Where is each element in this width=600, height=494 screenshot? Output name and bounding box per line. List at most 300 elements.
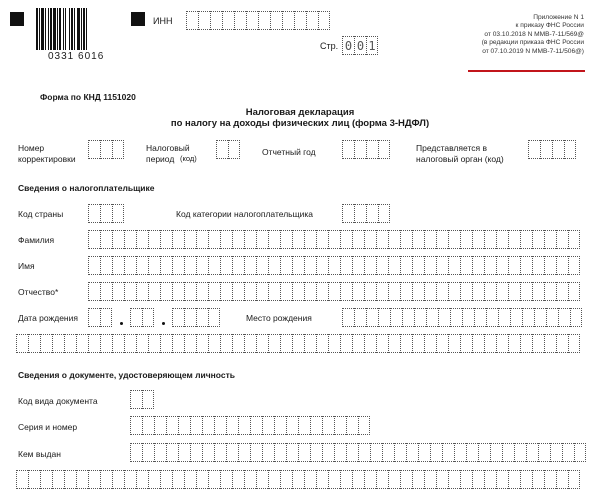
input-cell[interactable] (388, 256, 400, 275)
input-cell[interactable] (364, 230, 376, 249)
input-cell[interactable] (354, 308, 366, 327)
input-cell[interactable] (178, 443, 190, 462)
name-field[interactable] (88, 256, 580, 275)
input-cell[interactable] (532, 334, 544, 353)
reporting-year-field[interactable] (342, 140, 390, 159)
input-cell[interactable] (262, 416, 274, 435)
input-cell[interactable] (208, 334, 220, 353)
input-cell[interactable] (76, 470, 88, 489)
input-cell[interactable] (466, 443, 478, 462)
input-cell[interactable] (226, 443, 238, 462)
input-cell[interactable] (412, 282, 424, 301)
birth-month-field[interactable] (130, 308, 154, 327)
input-cell[interactable] (390, 308, 402, 327)
input-cell[interactable] (124, 230, 136, 249)
input-cell[interactable] (124, 334, 136, 353)
input-cell[interactable] (124, 470, 136, 489)
birth-year-field[interactable] (172, 308, 220, 327)
input-cell[interactable] (400, 256, 412, 275)
input-cell[interactable] (462, 308, 474, 327)
input-cell[interactable] (220, 230, 232, 249)
issued-by-field-1[interactable] (130, 443, 586, 462)
input-cell[interactable] (304, 230, 316, 249)
input-cell[interactable] (366, 140, 378, 159)
input-cell[interactable] (522, 308, 534, 327)
input-cell[interactable] (256, 256, 268, 275)
input-cell[interactable] (450, 308, 462, 327)
input-cell[interactable] (448, 282, 460, 301)
input-cell[interactable] (244, 470, 256, 489)
input-cell[interactable] (352, 470, 364, 489)
input-cell[interactable] (508, 230, 520, 249)
input-cell[interactable] (424, 230, 436, 249)
input-cell[interactable] (534, 308, 546, 327)
input-cell[interactable] (234, 11, 246, 30)
input-cell[interactable] (544, 282, 556, 301)
input-cell[interactable] (364, 334, 376, 353)
input-cell[interactable] (460, 230, 472, 249)
input-cell[interactable] (418, 443, 430, 462)
input-cell[interactable] (310, 416, 322, 435)
surname-field[interactable] (88, 230, 580, 249)
input-cell[interactable] (220, 256, 232, 275)
input-cell[interactable] (342, 204, 354, 223)
input-cell[interactable] (448, 334, 460, 353)
input-cell[interactable] (520, 256, 532, 275)
doc-type-code-field[interactable] (130, 390, 154, 409)
input-cell[interactable] (426, 308, 438, 327)
input-cell[interactable] (196, 334, 208, 353)
input-cell[interactable] (136, 282, 148, 301)
input-cell[interactable] (378, 140, 390, 159)
input-cell[interactable] (322, 416, 334, 435)
input-cell[interactable] (378, 204, 390, 223)
input-cell[interactable] (184, 470, 196, 489)
input-cell[interactable] (214, 443, 226, 462)
input-cell[interactable] (388, 282, 400, 301)
input-cell[interactable] (112, 204, 124, 223)
input-cell[interactable] (208, 256, 220, 275)
input-cell[interactable] (148, 334, 160, 353)
input-cell[interactable] (550, 443, 562, 462)
input-cell[interactable] (364, 256, 376, 275)
input-cell[interactable] (220, 470, 232, 489)
country-code-field[interactable] (88, 204, 124, 223)
input-cell[interactable] (568, 470, 580, 489)
input-cell[interactable] (256, 334, 268, 353)
input-cell[interactable] (280, 334, 292, 353)
input-cell[interactable] (402, 308, 414, 327)
input-cell[interactable] (256, 470, 268, 489)
input-cell[interactable] (570, 308, 582, 327)
input-cell[interactable] (520, 282, 532, 301)
input-cell[interactable] (496, 470, 508, 489)
input-cell[interactable] (112, 140, 124, 159)
input-cell[interactable] (568, 256, 580, 275)
input-cell[interactable] (186, 11, 198, 30)
input-cell[interactable] (484, 282, 496, 301)
input-cell[interactable] (568, 282, 580, 301)
input-cell[interactable] (484, 334, 496, 353)
input-cell[interactable] (556, 334, 568, 353)
input-cell[interactable] (198, 11, 210, 30)
input-cell[interactable] (354, 140, 366, 159)
input-cell[interactable] (88, 230, 100, 249)
input-cell[interactable] (328, 282, 340, 301)
input-cell[interactable] (472, 282, 484, 301)
input-cell[interactable] (154, 416, 166, 435)
input-cell[interactable] (564, 140, 576, 159)
input-cell[interactable] (256, 230, 268, 249)
input-cell[interactable] (556, 230, 568, 249)
input-cell[interactable] (472, 256, 484, 275)
input-cell[interactable] (172, 470, 184, 489)
input-cell[interactable] (552, 140, 564, 159)
input-cell[interactable] (328, 334, 340, 353)
input-cell[interactable] (424, 334, 436, 353)
input-cell[interactable] (354, 204, 366, 223)
input-cell[interactable] (498, 308, 510, 327)
page-number-field[interactable] (342, 36, 378, 55)
input-cell[interactable] (214, 416, 226, 435)
input-cell[interactable] (100, 470, 112, 489)
input-cell[interactable] (436, 256, 448, 275)
input-cell[interactable] (232, 470, 244, 489)
input-cell[interactable] (172, 334, 184, 353)
input-cell[interactable] (546, 308, 558, 327)
birth-day-field[interactable] (88, 308, 112, 327)
input-cell[interactable] (364, 282, 376, 301)
input-cell[interactable] (112, 334, 124, 353)
input-cell[interactable] (358, 416, 370, 435)
input-cell[interactable] (280, 470, 292, 489)
input-cell[interactable] (88, 334, 100, 353)
input-cell[interactable] (472, 230, 484, 249)
inn-field[interactable] (186, 11, 330, 30)
input-cell[interactable] (376, 470, 388, 489)
input-cell[interactable] (298, 443, 310, 462)
input-cell[interactable] (28, 470, 40, 489)
input-cell[interactable] (366, 204, 378, 223)
input-cell[interactable] (238, 416, 250, 435)
input-cell[interactable] (172, 256, 184, 275)
input-cell[interactable] (508, 282, 520, 301)
input-cell[interactable] (244, 256, 256, 275)
input-cell[interactable] (388, 470, 400, 489)
input-cell[interactable] (304, 282, 316, 301)
input-cell[interactable] (88, 140, 100, 159)
input-cell[interactable] (268, 230, 280, 249)
input-cell[interactable] (376, 256, 388, 275)
input-cell[interactable] (306, 11, 318, 30)
input-cell[interactable] (112, 282, 124, 301)
input-cell[interactable] (64, 470, 76, 489)
input-cell[interactable] (100, 308, 112, 327)
input-cell[interactable] (250, 416, 262, 435)
input-cell[interactable] (136, 230, 148, 249)
input-cell[interactable] (508, 334, 520, 353)
input-cell[interactable] (316, 334, 328, 353)
input-cell[interactable] (196, 256, 208, 275)
input-cell[interactable] (244, 334, 256, 353)
input-cell[interactable] (100, 230, 112, 249)
input-cell[interactable] (400, 470, 412, 489)
input-cell[interactable] (274, 416, 286, 435)
input-cell[interactable] (226, 416, 238, 435)
input-cell[interactable] (292, 334, 304, 353)
input-cell[interactable] (376, 282, 388, 301)
input-cell[interactable] (424, 256, 436, 275)
input-cell[interactable] (244, 282, 256, 301)
input-cell[interactable] (64, 334, 76, 353)
input-cell[interactable] (160, 282, 172, 301)
input-cell[interactable] (232, 256, 244, 275)
input-cell[interactable] (448, 470, 460, 489)
input-cell[interactable] (100, 256, 112, 275)
input-cell[interactable] (142, 390, 154, 409)
input-cell[interactable] (510, 308, 522, 327)
input-cell[interactable] (268, 470, 280, 489)
input-cell[interactable] (220, 282, 232, 301)
input-cell[interactable] (472, 470, 484, 489)
input-cell[interactable] (16, 470, 28, 489)
input-cell[interactable] (328, 256, 340, 275)
input-cell[interactable] (388, 334, 400, 353)
input-cell[interactable] (16, 334, 28, 353)
input-cell[interactable] (100, 334, 112, 353)
input-cell[interactable] (352, 334, 364, 353)
input-cell[interactable] (352, 282, 364, 301)
input-cell[interactable] (496, 334, 508, 353)
input-cell[interactable] (292, 256, 304, 275)
input-cell[interactable] (136, 470, 148, 489)
input-cell[interactable] (406, 443, 418, 462)
input-cell[interactable] (400, 230, 412, 249)
input-cell[interactable] (28, 334, 40, 353)
input-cell[interactable] (274, 443, 286, 462)
input-cell[interactable] (142, 443, 154, 462)
input-cell[interactable] (382, 443, 394, 462)
input-cell[interactable] (280, 282, 292, 301)
input-cell[interactable] (196, 470, 208, 489)
input-cell[interactable] (136, 334, 148, 353)
input-cell[interactable] (232, 282, 244, 301)
input-cell[interactable] (160, 230, 172, 249)
birth-place-field-1[interactable] (342, 308, 582, 327)
input-cell[interactable] (430, 443, 442, 462)
input-cell[interactable] (178, 416, 190, 435)
input-cell[interactable] (196, 230, 208, 249)
input-cell[interactable] (358, 443, 370, 462)
input-cell[interactable] (268, 282, 280, 301)
input-cell[interactable] (280, 256, 292, 275)
input-cell[interactable] (130, 443, 142, 462)
input-cell[interactable] (172, 230, 184, 249)
input-cell[interactable] (286, 416, 298, 435)
input-cell[interactable] (160, 470, 172, 489)
input-cell[interactable] (352, 256, 364, 275)
input-cell[interactable] (286, 443, 298, 462)
input-cell[interactable] (88, 308, 100, 327)
input-cell[interactable] (436, 282, 448, 301)
input-cell[interactable] (342, 308, 354, 327)
input-cell[interactable] (544, 256, 556, 275)
input-cell[interactable] (142, 416, 154, 435)
input-cell[interactable] (508, 256, 520, 275)
input-cell[interactable] (472, 334, 484, 353)
input-cell[interactable] (556, 470, 568, 489)
input-cell[interactable] (438, 308, 450, 327)
input-cell[interactable] (340, 334, 352, 353)
input-cell[interactable] (136, 256, 148, 275)
input-cell[interactable] (238, 443, 250, 462)
input-cell[interactable] (190, 416, 202, 435)
input-cell[interactable] (166, 443, 178, 462)
input-cell[interactable] (484, 230, 496, 249)
input-cell[interactable] (328, 230, 340, 249)
input-cell[interactable] (436, 334, 448, 353)
input-cell[interactable] (112, 256, 124, 275)
input-cell[interactable] (130, 308, 142, 327)
input-cell[interactable] (148, 230, 160, 249)
input-cell[interactable] (448, 230, 460, 249)
input-cell[interactable] (454, 443, 466, 462)
input-cell[interactable] (366, 308, 378, 327)
input-cell[interactable] (222, 11, 234, 30)
input-cell[interactable] (246, 11, 258, 30)
input-cell[interactable] (294, 11, 306, 30)
input-cell[interactable] (216, 140, 228, 159)
input-cell[interactable] (184, 282, 196, 301)
input-cell[interactable] (496, 230, 508, 249)
input-cell[interactable] (148, 282, 160, 301)
input-cell[interactable] (40, 334, 52, 353)
input-cell[interactable] (400, 282, 412, 301)
input-cell[interactable] (88, 470, 100, 489)
input-cell[interactable] (388, 230, 400, 249)
series-number-field[interactable] (130, 416, 370, 435)
input-cell[interactable] (298, 416, 310, 435)
tax-period-field[interactable] (216, 140, 240, 159)
category-code-field[interactable] (342, 204, 390, 223)
input-cell[interactable] (52, 334, 64, 353)
input-cell[interactable] (460, 256, 472, 275)
input-cell[interactable] (346, 443, 358, 462)
input-cell[interactable] (340, 470, 352, 489)
patronymic-field[interactable] (88, 282, 580, 301)
input-cell[interactable] (538, 443, 550, 462)
input-cell[interactable] (142, 308, 154, 327)
input-cell[interactable] (556, 282, 568, 301)
birth-place-field-2[interactable] (16, 334, 580, 353)
input-cell[interactable] (184, 308, 196, 327)
input-cell[interactable] (544, 230, 556, 249)
input-cell[interactable] (442, 443, 454, 462)
input-cell[interactable] (304, 256, 316, 275)
input-cell[interactable] (76, 334, 88, 353)
input-cell[interactable] (490, 443, 502, 462)
input-cell[interactable] (574, 443, 586, 462)
input-cell[interactable] (220, 334, 232, 353)
input-cell[interactable] (148, 256, 160, 275)
input-cell[interactable] (196, 282, 208, 301)
input-cell[interactable] (100, 282, 112, 301)
input-cell[interactable] (100, 140, 112, 159)
input-cell[interactable] (232, 230, 244, 249)
correction-number-field[interactable] (88, 140, 124, 159)
input-cell[interactable] (190, 443, 202, 462)
input-cell[interactable] (316, 230, 328, 249)
input-cell[interactable] (412, 256, 424, 275)
input-cell[interactable] (40, 470, 52, 489)
input-cell[interactable] (484, 256, 496, 275)
input-cell[interactable] (232, 334, 244, 353)
input-cell[interactable] (436, 470, 448, 489)
input-cell[interactable] (352, 230, 364, 249)
input-cell[interactable] (376, 230, 388, 249)
input-cell[interactable] (532, 282, 544, 301)
input-cell[interactable] (460, 282, 472, 301)
input-cell[interactable] (532, 230, 544, 249)
input-cell[interactable] (124, 256, 136, 275)
input-cell[interactable] (280, 230, 292, 249)
input-cell[interactable] (100, 204, 112, 223)
input-cell[interactable] (210, 11, 222, 30)
input-cell[interactable] (378, 308, 390, 327)
input-cell[interactable] (448, 256, 460, 275)
input-cell[interactable] (486, 308, 498, 327)
input-cell[interactable] (292, 230, 304, 249)
input-cell[interactable] (292, 470, 304, 489)
input-cell[interactable] (316, 282, 328, 301)
input-cell[interactable] (208, 470, 220, 489)
input-cell[interactable] (262, 443, 274, 462)
input-cell[interactable] (484, 470, 496, 489)
input-cell[interactable] (160, 256, 172, 275)
input-cell[interactable] (478, 443, 490, 462)
input-cell[interactable] (208, 308, 220, 327)
input-cell[interactable] (184, 334, 196, 353)
input-cell[interactable] (424, 470, 436, 489)
tax-authority-code-field[interactable] (528, 140, 576, 159)
input-cell[interactable] (256, 282, 268, 301)
input-cell[interactable] (544, 470, 556, 489)
input-cell[interactable] (532, 470, 544, 489)
input-cell[interactable] (292, 282, 304, 301)
input-cell[interactable] (520, 230, 532, 249)
input-cell[interactable] (258, 11, 270, 30)
input-cell[interactable] (208, 282, 220, 301)
input-cell[interactable] (532, 256, 544, 275)
input-cell[interactable] (202, 416, 214, 435)
input-cell[interactable] (184, 230, 196, 249)
input-cell[interactable] (562, 443, 574, 462)
input-cell[interactable] (460, 334, 472, 353)
input-cell[interactable] (514, 443, 526, 462)
input-cell[interactable] (52, 470, 64, 489)
input-cell[interactable] (568, 334, 580, 353)
input-cell[interactable] (414, 308, 426, 327)
input-cell[interactable] (340, 282, 352, 301)
input-cell[interactable] (540, 140, 552, 159)
issued-by-field-2[interactable] (16, 470, 580, 489)
input-cell[interactable] (528, 140, 540, 159)
input-cell[interactable] (322, 443, 334, 462)
input-cell[interactable] (318, 11, 330, 30)
input-cell[interactable] (88, 204, 100, 223)
input-cell[interactable] (400, 334, 412, 353)
input-cell[interactable] (228, 140, 240, 159)
